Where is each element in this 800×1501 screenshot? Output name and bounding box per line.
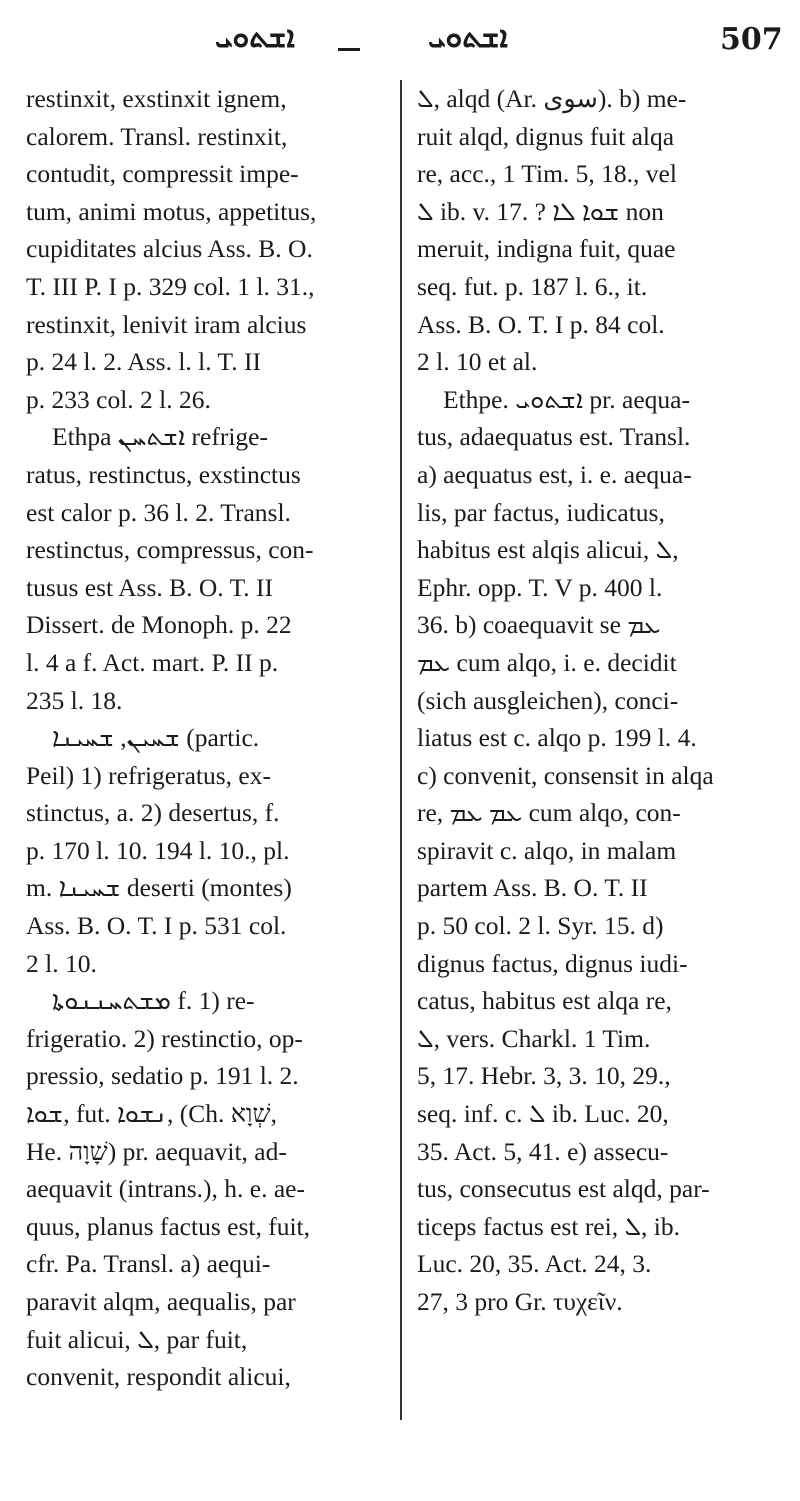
text-line: aequavit (intrans.), h. e. ae-	[26, 1174, 305, 1204]
text-line: Ass. B. O. T. I p. 84 col.	[417, 309, 665, 339]
text-line: est calor p. 36 l. 2. Transl.	[26, 497, 291, 527]
running-head	[0, 18, 800, 68]
text-line: p. 233 col. 2 l. 26.	[26, 384, 211, 414]
text-line: Ephr. opp. T. V p. 400 l.	[417, 572, 663, 602]
text-line: stinctus, a. 2) desertus, f.	[26, 798, 280, 828]
text-line: l. 4 a f. Act. mart. P. II p.	[26, 647, 279, 677]
text-line: Ass. B. O. T. I p. 531 col.	[26, 911, 287, 941]
text-line: dignus factus, dignus iudi-	[417, 948, 688, 978]
text-line: 36. b) coaequavit se ܥܡ	[417, 610, 661, 640]
text-line: contudit, compressit impe-	[26, 159, 299, 189]
text-line: ܫܚܝܢ, ܫܚܝܢܐ (partic.	[52, 723, 260, 753]
text-line: Ethpa ܐܫܬܚܢ refrige-	[52, 422, 268, 452]
text-line: m. ܫܚܝܢܐ deserti (montes)	[26, 873, 292, 903]
text-line: ܥܡ cum alqo, i. e. decidit	[417, 647, 677, 677]
text-line: a) aequatus est, i. e. aequa-	[417, 459, 692, 489]
text-line: Luc. 20, 35. Act. 24, 3.	[417, 1249, 652, 1279]
text-line: tusus est Ass. B. O. T. II	[26, 572, 273, 602]
text-line: 235 l. 18.	[26, 685, 123, 715]
page-number: 507	[720, 22, 783, 57]
text-line: meruit, indigna fuit, quae	[417, 234, 676, 264]
text-line: (sich ausgleichen), conci-	[417, 685, 679, 715]
text-line: ratus, restinctus, exstinctus	[26, 459, 301, 489]
text-line: seq. fut. p. 187 l. 6., it.	[417, 271, 648, 301]
text-line: ܫܘܐ, fut. ܢܫܘܐ, (Ch. שְׁוָא,	[26, 1099, 277, 1129]
text-line: restinxit, exstinxit ignem,	[26, 84, 287, 113]
text-line: p. 24 l. 2. Ass. l. l. T. II	[26, 347, 261, 377]
text-line: 5, 17. Hebr. 3, 3. 10, 29.,	[417, 1061, 671, 1091]
text-line: re, acc., 1 Tim. 5, 18., vel	[417, 159, 677, 189]
text-line: spiravit c. alqo, in malam	[417, 835, 677, 865]
text-line: lis, par factus, iudicatus,	[417, 497, 665, 527]
text-line: ܠ, vers. Charkl. 1 Tim.	[417, 1023, 651, 1053]
text-line: He. שָׁוָה) pr. aequavit, ad-	[26, 1136, 287, 1166]
text-line: 27, 3 pro Gr. τυχεῖν.	[417, 1287, 623, 1316]
text-line: 2 l. 10 et al.	[417, 347, 538, 377]
left-column	[26, 80, 396, 1396]
text-line: tus, consecutus est alqd, par-	[417, 1174, 710, 1204]
text-line: restinxit, lenivit iram alcius	[26, 309, 307, 339]
text-line: frigeratio. 2) restinctio, op-	[26, 1023, 303, 1053]
text-line: T. III P. I p. 329 col. 1 l. 31.,	[26, 271, 315, 301]
text-line: c) convenit, consensit in alqa	[417, 760, 714, 790]
text-line: ruit alqd, dignus fuit alqa	[417, 121, 675, 151]
column-divider	[400, 80, 402, 1420]
text-line: pressio, sedatio p. 191 l. 2.	[26, 1061, 299, 1091]
text-line: restinctus, compressus, con-	[26, 535, 314, 565]
text-line: tus, adaequatus est. Transl.	[417, 422, 691, 452]
text-line: ܠ ib. v. 17. ? ܫܘܐ ܠܐ non	[417, 196, 664, 226]
text-line: Ethpe. ܐܫܬܘܝ pr. aequa-	[443, 384, 690, 414]
text-line: catus, habitus est alqa re,	[417, 986, 672, 1016]
text-line: 2 l. 10.	[26, 948, 97, 978]
text-line: ܡܫܬܚܢܢܘܬܐ f. 1) re-	[52, 986, 255, 1016]
text-line: paravit alqm, aequalis, par	[26, 1287, 296, 1316]
text-line: calorem. Transl. restinxit,	[26, 121, 288, 151]
text-line: p. 170 l. 10. 194 l. 10., pl.	[26, 835, 290, 865]
right-column	[417, 80, 779, 1321]
text-line: tum, animi motus, appetitus,	[26, 196, 317, 226]
text-line: re, ܥܡ ܥܡ cum alqo, con-	[417, 798, 681, 828]
text-line: Peil) 1) refrigeratus, ex-	[26, 760, 271, 790]
text-line: cfr. Pa. Transl. a) aequi-	[26, 1249, 271, 1279]
text-line: 35. Act. 5, 41. e) assecu-	[417, 1136, 669, 1166]
text-line: ticeps factus est rei, ܠ, ib.	[417, 1211, 681, 1241]
running-head-right-word: ܐܫܬܘܝ	[428, 20, 508, 55]
text-line: habitus est alqis alicui, ܠ,	[417, 535, 679, 565]
text-line: liatus est c. alqo p. 199 l. 4.	[417, 723, 697, 753]
text-line: p. 50 col. 2 l. Syr. 15. d)	[417, 911, 664, 941]
text-line: seq. inf. c. ܠ ib. Luc. 20,	[417, 1099, 669, 1129]
text-line: Dissert. de Monoph. p. 22	[26, 610, 292, 640]
text-line: cupiditates alcius Ass. B. O.	[26, 234, 313, 264]
text-line: convenit, respondit alicui,	[26, 1362, 291, 1392]
text-line: partem Ass. B. O. T. II	[417, 873, 648, 903]
text-line: fuit alicui, ܠ, par fuit,	[26, 1324, 248, 1354]
running-head-dash	[338, 48, 360, 51]
text-line: quus, planus factus est, fuit,	[26, 1211, 310, 1241]
text-line: ܠ, alqd (Ar. سوى). b) me-	[417, 84, 687, 113]
running-head-left-word: ܐܫܬܘܝ	[215, 20, 295, 55]
